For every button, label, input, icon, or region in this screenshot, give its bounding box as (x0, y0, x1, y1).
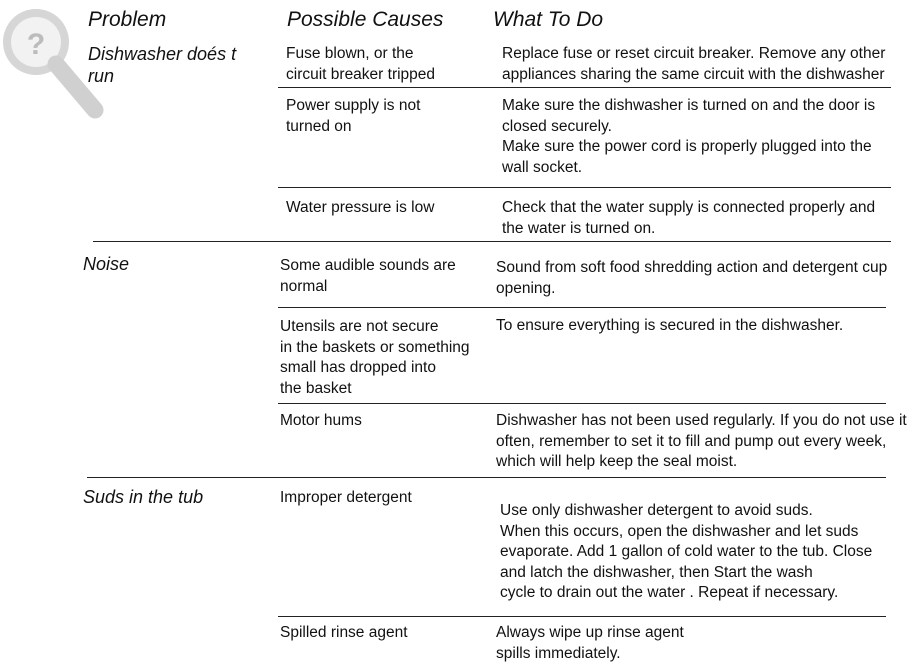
action-utensils-not-secure: To ensure everything is secured in the dishwasher. (496, 317, 844, 334)
row-divider (278, 403, 886, 404)
problem-dishwasher-doesnt-run: Dishwasher doés t run (88, 44, 237, 86)
problem-suds-in-tub: Suds in the tub (83, 487, 204, 507)
svg-text:?: ? (26, 28, 46, 61)
cause-water-pressure: Water pressure is low (286, 199, 435, 216)
header-problem: Problem (88, 8, 167, 31)
row-divider (278, 87, 891, 88)
action-motor-hums: Dishwasher has not been used regularly. If you do not use it often, remember to set it to fill and pump out every week, which will help keep the seal moist. (496, 412, 907, 470)
cause-fuse-blown: Fuse blown, or the circuit breaker tripped (286, 45, 436, 83)
row-divider (278, 307, 886, 308)
cause-motor-hums: Motor hums (280, 412, 362, 429)
action-improper-detergent: Use only dishwasher detergent to avoid suds. When this occurs, open the dishwasher and let suds evaporate. Add 1 gallon of cold water to the tub. Close and latch the dishwasher, then Start the wash cycle to drain out the water . Repeat if necessary. (500, 502, 873, 601)
action-power-supply: Make sure the dishwasher is turned on and the door is closed securely. Make sure the power cord is properly plugged into the wall socket. (502, 97, 876, 176)
action-replace-fuse: Replace fuse or reset circuit breaker. Remove any other appliances sharing the same circuit with the dishwasher (502, 45, 886, 83)
action-spilled-rinse-agent: Always wipe up rinse agent spills immediately. (496, 624, 684, 662)
action-audible-sounds: Sound from soft food shredding action and detergent cup opening. (496, 259, 888, 297)
header-possible-causes: Possible Causes (287, 8, 444, 31)
action-water-pressure: Check that the water supply is connected properly and the water is turned on. (502, 199, 876, 237)
cause-power-supply: Power supply is not turned on (286, 97, 421, 135)
problem-noise: Noise (83, 254, 130, 274)
cause-improper-detergent: Improper detergent (280, 489, 412, 506)
cause-utensils-not-secure: Utensils are not secure in the baskets or something small has dropped into the basket (280, 318, 470, 397)
row-divider (278, 616, 886, 617)
header-what-to-do: What To Do (493, 8, 604, 31)
section-divider (93, 241, 891, 242)
row-divider (278, 187, 891, 188)
cause-audible-sounds: Some audible sounds are normal (280, 257, 456, 295)
cause-spilled-rinse-agent: Spilled rinse agent (280, 624, 408, 641)
section-divider (87, 477, 886, 478)
